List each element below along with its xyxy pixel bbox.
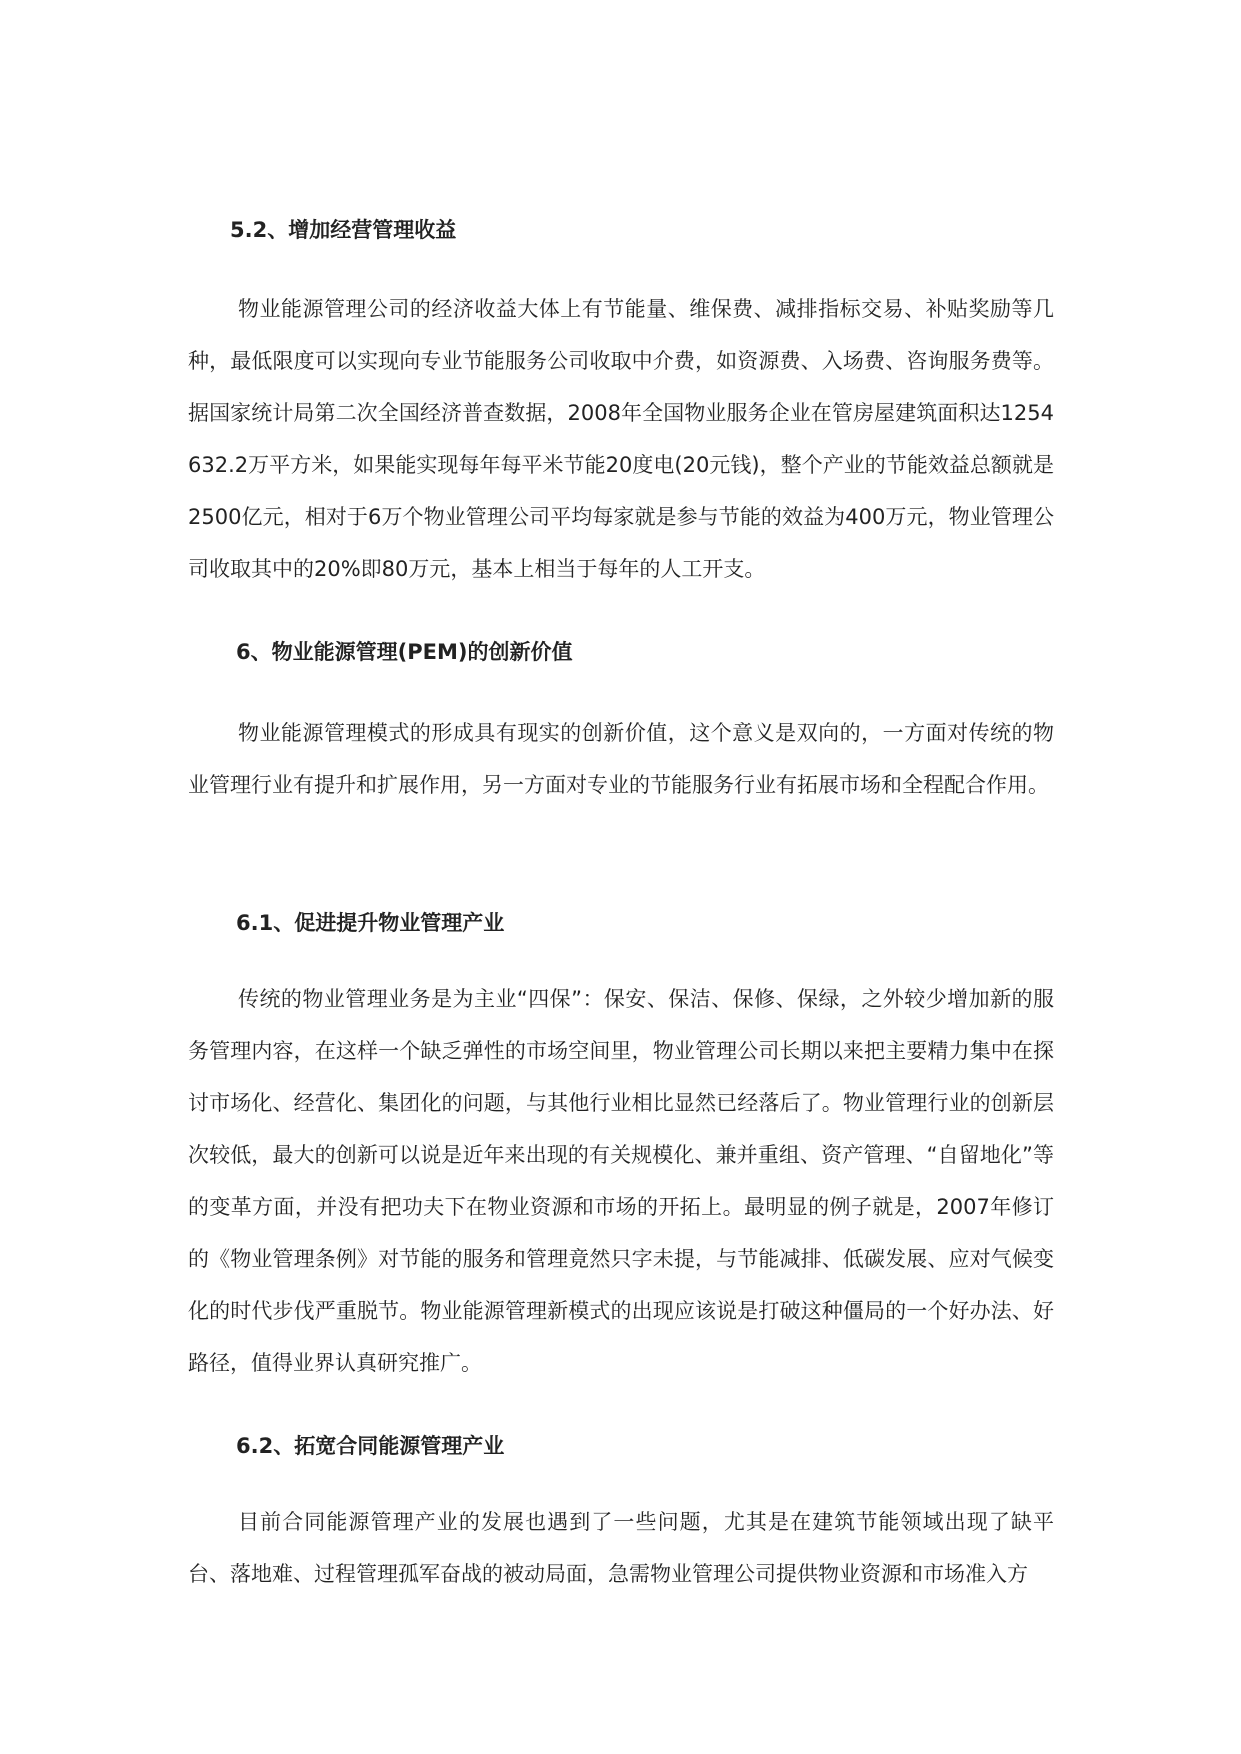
section-paragraph-6-1: 传统的物业管理业务是为主业“四保”：保安、保洁、保修、保绿，之外较少增加新的服务管理内容，在这样一个缺乏弹性的市场空间里，物业管理公司长期以来把主要精力集中在探讨市场化、经营化、集团化的问题，与其他行业相比显然已经落后了。物业管理行业的创新层次较低，最大的创新可以说是近年来出现的有关规模化、兼并重组、资产管理、“自留地化”等的变革方面，并没有把功夫下在物业资源和市场的开拓上。最明显的例子就是，2007年修订的《物业管理条例》对节能的服务和管理竟然只字未提，与节能减排、低碳发展、应对气候变化的时代步伐严重脱节。物业能源管理新模式的出现应该说是打破这种僵局的一个好办法、好路径，值得业界认真研究推广。: [188, 987, 1054, 1375]
section-heading-5-2: 5.2、增加经营管理收益: [230, 218, 457, 242]
section-paragraph-5-2: 物业能源管理公司的经济收益大体上有节能量、维保费、减排指标交易、补贴奖励等几种，最低限度可以实现向专业节能服务公司收取中介费，如资源费、入场费、咨询服务费等。据国家统计局第二次全国经济普查数据，2008年全国物业服务企业在管房屋建筑面积达1254632.2万平方米，如果能实现每年每平米节能20度电(20元钱)，整个产业的节能效益总额就是2500亿元，相对于6万个物业管理公司平均每家就是参与节能的效益为400万元，物业管理公司收取其中的20%即80万元，基本上相当于每年的人工开支。: [188, 297, 1054, 581]
section-paragraph-6: 物业能源管理模式的形成具有现实的创新价值，这个意义是双向的，一方面对传统的物业管理行业有提升和扩展作用，另一方面对专业的节能服务行业有拓展市场和全程配合作用。: [188, 721, 1054, 797]
section-heading-6: 6、物业能源管理(PEM)的创新价值: [236, 640, 573, 664]
section-heading-6-1: 6.1、促进提升物业管理产业: [236, 911, 505, 935]
section-heading-6-2: 6.2、拓宽合同能源管理产业: [236, 1434, 505, 1458]
section-paragraph-6-2: 目前合同能源管理产业的发展也遇到了一些问题，尤其是在建筑节能领域出现了缺平台、落地难、过程管理孤军奋战的被动局面，急需物业管理公司提供物业资源和市场准入方: [188, 1510, 1054, 1586]
